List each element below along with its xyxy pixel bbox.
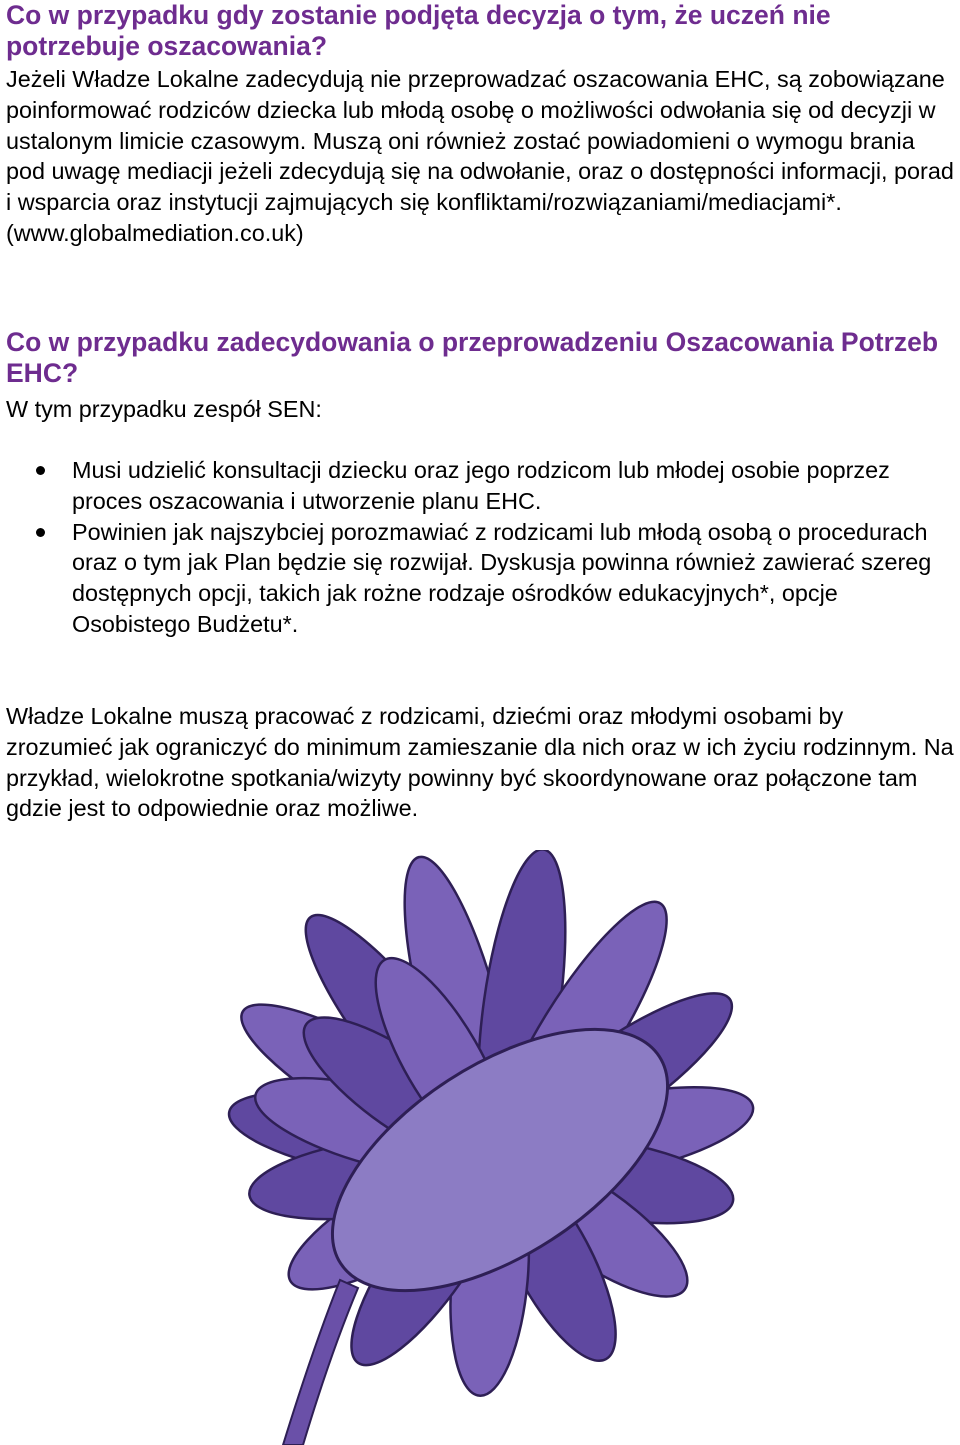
list-item-text: Musi udzielić konsultacji dziecku oraz jego rodzicom lub młodej osobie poprzez proces oszacowania i utworzenie planu EHC. — [72, 457, 890, 514]
paragraph-appeal-info: Jeżeli Władze Lokalne zadecydują nie przeprowadzać oszacowania EHC, są zobowiązane poinformować rodziców dziecka lub młodą osobę o możliwości odwołania się od decyzji w ustalonym limicie czasowym. Muszą oni również zostać powiadomieni o wymogu brania pod uwagę mediacji jeżeli zdecydują się na odwołanie, oraz o dostępności informacji, porad i wsparcia oraz instytucji zajmujących się konfliktami/rozwiązaniami/mediacjami*. (www.globalmediation.co.uk) — [6, 66, 954, 246]
list-item-text: Powinien jak najszybciej porozmawiać z rodzicami lub młodą osobą o procedurach oraz o tym jak Plan będzie się rozwijał. Dyskusja powinna również zawierać szereg dostępnych opcji, takich jak rożne rodzaje ośrodków edukacyjnych*, opcje Osobistego Budżetu*. — [72, 518, 932, 637]
heading-assessment-decision: Co w przypadku zadecydowania o przeprowadzeniu Oszacowania Potrzeb EHC? — [6, 327, 939, 388]
flower-stem — [283, 1280, 358, 1445]
list-item — [6, 517, 954, 640]
intro-sen-team: W tym przypadku zespół SEN: — [6, 396, 322, 422]
bullet-list — [6, 455, 954, 640]
flower-illustration — [0, 850, 960, 1445]
bullet-icon — [36, 528, 45, 537]
heading-no-assessment: Co w przypadku gdy zostanie podjęta decyzja o tym, że uczeń nie potrzebuje oszacowania? — [6, 0, 831, 61]
paragraph-local-authorities: Władze Lokalne muszą pracować z rodzicami, dziećmi oraz młodymi osobami by zrozumieć jak ograniczyć do minimum zamieszanie dla nich oraz w ich życiu rodzinnym. Na przykład, wielokrotne spotkania/wizyty powinny być skoordynowane oraz połączone tam gdzie jest to odpowiednie oraz możliwe. — [6, 703, 954, 822]
bullet-icon — [36, 466, 45, 475]
list-item — [6, 455, 954, 517]
